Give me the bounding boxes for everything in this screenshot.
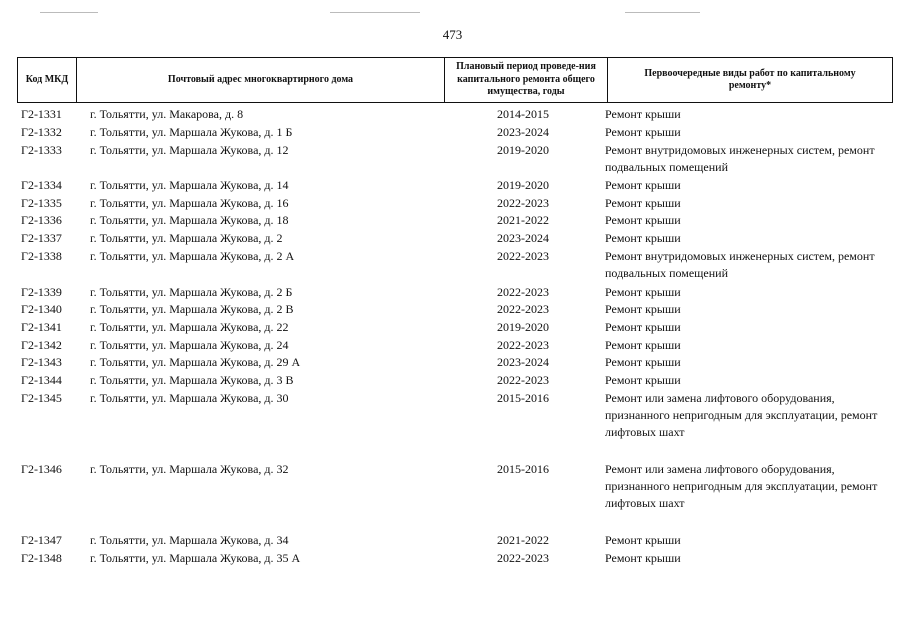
header-code: Код МКД — [25, 73, 69, 85]
address: г. Тольятти, ул. Маршала Жукова, д. 16 — [90, 196, 289, 210]
address: г. Тольятти, ул. Маршала Жукова, д. 14 — [90, 178, 289, 192]
address: г. Тольятти, ул. Маршала Жукова, д. 2 Б — [90, 285, 293, 299]
address: г. Тольятти, ул. Маршала Жукова, д. 12 — [90, 143, 289, 157]
period: 2022-2023 — [497, 249, 549, 263]
mkd-code: Г2-1346 — [21, 462, 62, 476]
period: 2023-2024 — [497, 355, 549, 369]
mkd-code: Г2-1341 — [21, 320, 62, 334]
work-types: Ремонт внутридомовых инженерных систем, ремонт подвальных помещений — [605, 143, 875, 174]
work-types: Ремонт крыши — [605, 231, 681, 245]
period: 2022-2023 — [497, 373, 549, 387]
mkd-code: Г2-1345 — [21, 391, 62, 405]
period: 2023-2024 — [497, 125, 549, 139]
mkd-code: Г2-1342 — [21, 338, 62, 352]
mkd-code: Г2-1347 — [21, 533, 62, 547]
period: 2023-2024 — [497, 231, 549, 245]
address: г. Тольятти, ул. Маршала Жукова, д. 34 — [90, 533, 289, 547]
address: г. Тольятти, ул. Маршала Жукова, д. 29 А — [90, 355, 301, 369]
work-types: Ремонт крыши — [605, 178, 681, 192]
period: 2022-2023 — [497, 285, 549, 299]
address: г. Тольятти, ул. Маршала Жукова, д. 24 — [90, 338, 289, 352]
mkd-code: Г2-1332 — [21, 125, 62, 139]
work-types: Ремонт или замена лифтового оборудования, признанного непригодным для эксплуатации, ремонт лифтовых шахт — [605, 462, 878, 510]
mkd-code: Г2-1339 — [21, 285, 62, 299]
mkd-code: Г2-1338 — [21, 249, 62, 263]
work-types: Ремонт крыши — [605, 551, 681, 565]
period: 2015-2016 — [497, 462, 549, 476]
address: г. Тольятти, ул. Маршала Жукова, д. 22 — [90, 320, 289, 334]
header-address: Почтовый адрес многоквартирного дома — [76, 58, 444, 102]
mkd-code: Г2-1344 — [21, 373, 62, 387]
work-types: Ремонт крыши — [605, 355, 681, 369]
work-types: Ремонт крыши — [605, 213, 681, 227]
scan-artifact-line — [40, 12, 98, 13]
work-types: Ремонт или замена лифтового оборудования, признанного непригодным для эксплуатации, ремонт лифтовых шахт — [605, 391, 878, 439]
mkd-code: Г2-1331 — [21, 107, 62, 121]
header-period: Плановый период проведе-ния капитального ремонта общего имущества, годы — [444, 58, 607, 102]
work-types: Ремонт крыши — [605, 533, 681, 547]
mkd-code: Г2-1335 — [21, 196, 62, 210]
period: 2022-2023 — [497, 196, 549, 210]
work-types: Ремонт внутридомовых инженерных систем, ремонт подвальных помещений — [605, 249, 875, 280]
work-types: Ремонт крыши — [605, 285, 681, 299]
period: 2022-2023 — [497, 551, 549, 565]
period: 2019-2020 — [497, 178, 549, 192]
work-types: Ремонт крыши — [605, 302, 681, 316]
address: г. Тольятти, ул. Маршала Жукова, д. 1 Б — [90, 125, 293, 139]
address: г. Тольятти, ул. Макарова, д. 8 — [90, 107, 244, 121]
address: г. Тольятти, ул. Маршала Жукова, д. 30 — [90, 391, 289, 405]
address: г. Тольятти, ул. Маршала Жукова, д. 35 А — [90, 551, 301, 565]
work-types: Ремонт крыши — [605, 196, 681, 210]
work-types: Ремонт крыши — [605, 373, 681, 387]
mkd-code: Г2-1336 — [21, 213, 62, 227]
mkd-code: Г2-1348 — [21, 551, 62, 565]
period: 2022-2023 — [497, 302, 549, 316]
address: г. Тольятти, ул. Маршала Жукова, д. 2 В — [90, 302, 294, 316]
work-types: Ремонт крыши — [605, 338, 681, 352]
mkd-code: Г2-1334 — [21, 178, 62, 192]
page-number: 473 — [442, 27, 463, 42]
header-works: Первоочередные виды работ по капитальному ремонту* — [607, 58, 892, 102]
work-types: Ремонт крыши — [605, 125, 681, 139]
scan-artifact-line — [330, 12, 420, 13]
mkd-code: Г2-1340 — [21, 302, 62, 316]
period: 2014-2015 — [497, 107, 549, 121]
mkd-code: Г2-1333 — [21, 143, 62, 157]
scan-artifact-line — [625, 12, 700, 13]
mkd-code: Г2-1337 — [21, 231, 62, 245]
address: г. Тольятти, ул. Маршала Жукова, д. 18 — [90, 213, 289, 227]
address: г. Тольятти, ул. Маршала Жукова, д. 3 В — [90, 373, 294, 387]
period: 2021-2022 — [497, 213, 549, 227]
address: г. Тольятти, ул. Маршала Жукова, д. 2 — [90, 231, 283, 245]
period: 2021-2022 — [497, 533, 549, 547]
period: 2022-2023 — [497, 338, 549, 352]
work-types: Ремонт крыши — [605, 320, 681, 334]
period: 2019-2020 — [497, 143, 549, 157]
period: 2019-2020 — [497, 320, 549, 334]
work-types: Ремонт крыши — [605, 107, 681, 121]
table-header — [17, 57, 893, 103]
address: г. Тольятти, ул. Маршала Жукова, д. 2 А — [90, 249, 295, 263]
address: г. Тольятти, ул. Маршала Жукова, д. 32 — [90, 462, 289, 476]
period: 2015-2016 — [497, 391, 549, 405]
mkd-code: Г2-1343 — [21, 355, 62, 369]
